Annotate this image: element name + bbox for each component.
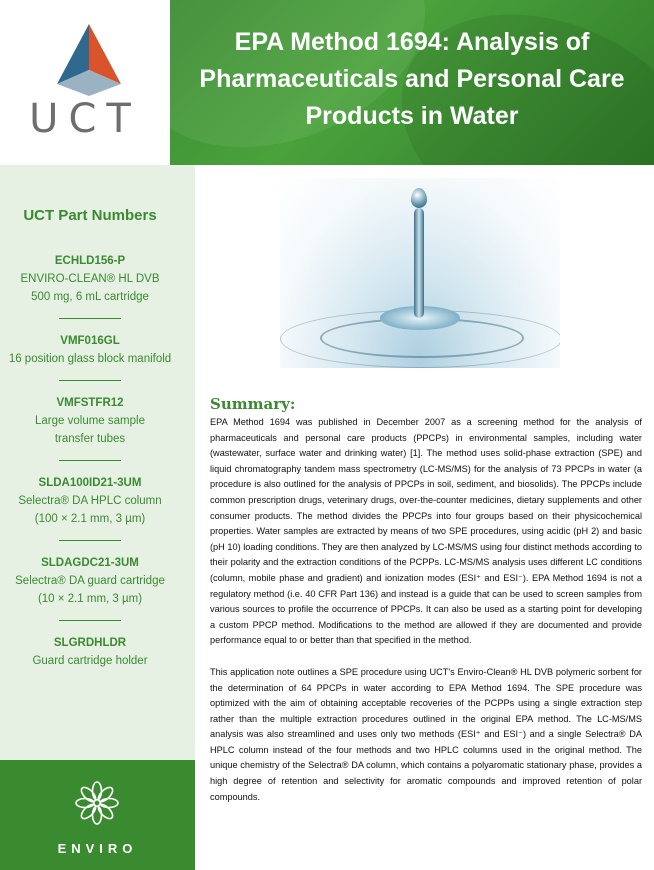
summary-heading: Summary:: [210, 395, 296, 413]
part-description: Guard cartridge holder: [32, 655, 148, 667]
part-description: (100 × 2.1 mm, 3 µm): [34, 513, 146, 525]
part-description: (10 × 2.1 mm, 3 µm): [37, 593, 143, 605]
title-banner: [170, 0, 654, 165]
part-description: Large volume sample: [35, 415, 145, 427]
logo-text: UCT: [29, 96, 141, 142]
part-code: VMF016GL: [60, 335, 120, 347]
part-description: 16 position glass block manifold: [8, 353, 172, 365]
part-code: SLDA100ID21-3UM: [38, 477, 142, 489]
part-numbers-list: [0, 252, 180, 670]
part-item: [0, 332, 180, 368]
part-code: ECHLD156-P: [54, 255, 126, 267]
part-description: Selectra® DA HPLC column: [18, 495, 162, 507]
part-description: ENVIRO-CLEAN® HL DVB: [20, 273, 160, 285]
water-drop-image: [280, 178, 560, 368]
part-item: [0, 394, 180, 448]
part-separator: [59, 460, 121, 461]
enviro-text: ENVIRO: [57, 841, 138, 856]
part-separator: [59, 318, 121, 319]
part-item: [0, 252, 180, 306]
uct-logo-icon: [57, 24, 121, 96]
part-item: [0, 474, 180, 528]
part-code: SLDAGDC21-3UM: [41, 557, 139, 569]
part-code: SLGRDHLDR: [53, 637, 127, 649]
logo: [0, 0, 170, 165]
flower-icon: [74, 780, 120, 826]
part-item: [0, 634, 180, 670]
enviro-brand: [0, 760, 195, 870]
part-item: [0, 554, 180, 608]
part-separator: [59, 380, 121, 381]
summary-paragraph: This application note outlines a SPE procedure using UCT's Enviro-Clean® HL DVB polymeric sorbent for the determination of 64 PPCPs in water according to EPA Method 1694. The SPE procedure was optimized with the aim of obtaining acceptable recoveries of the PCPPs using a single extraction step rather than the multiple extraction procedures outlined in the original EPA method. The LC-MS/MS analysis was also streamlined and uses only two methods (ESI⁺ and ESI⁻) and a single Selectra® DA HPLC column instead of the four methods and two HPLC columns used in the original method. The unique chemistry of the Selectra® DA column, which contains a polyaromatic stationary phase, provides a high degree of retention and selectivity for aromatic compounds and improved retention of polar compounds.: [210, 666, 642, 802]
part-numbers-heading: UCT Part Numbers: [23, 207, 157, 224]
part-separator: [59, 540, 121, 541]
summary-paragraph: EPA Method 1694 was published in December 2007 as a screening method for the analysis of pharmaceuticals and personal care products (PPCPs) in environmental samples, including water (wastewater, surface water and drinking water) [1]. The method uses solid-phase extraction (SPE) and liquid chromatography tandem mass spectrometry (LC-MS/MS) for the analysis of 73 PPCPs in water (a procedure is also outlined for the analysis of PPCPs in soil, sediment, and biosolids). The PPCPs include common prescription drugs, veterinary drugs, over-the-counter medicines, dietary supplements and other consumer products. The method divides the PPCPs into four groups based on their physicochemical properties. Water samples are extracted by means of two SPE procedures, using acidic (pH 2) and basic (pH 10) loading conditions. They are then analyzed by LC-MS/MS using four distinct methods according to their polarity and the extraction conditions of the PCPPs. LC-MS/MS analysis uses different LC conditions (column, mobile phase and gradient) and ionization modes (ESI⁺ and ESI⁻). EPA Method 1694 is not a regulatory method (i.e. 40 CFR Part 136) and instead is a guide that can be used to screen samples from various sources to profile the occurrence of PPCPs. It can also be used as a starting point for developing a custom PPCP method. Modifications to the method are allowed if they are documented and provide performance equal to or better than that specified in the method.: [210, 417, 642, 646]
part-description: 500 mg, 6 mL cartridge: [31, 291, 149, 303]
summary-body: [210, 415, 642, 821]
part-description: Selectra® DA guard cartridge: [15, 575, 165, 587]
part-code: VMFSTFR12: [56, 397, 124, 409]
part-separator: [59, 620, 121, 621]
part-description: transfer tubes: [54, 433, 126, 445]
page-title: EPA Method 1694: Analysis of Pharmaceuticals and Personal Care Products in Water: [199, 28, 625, 130]
